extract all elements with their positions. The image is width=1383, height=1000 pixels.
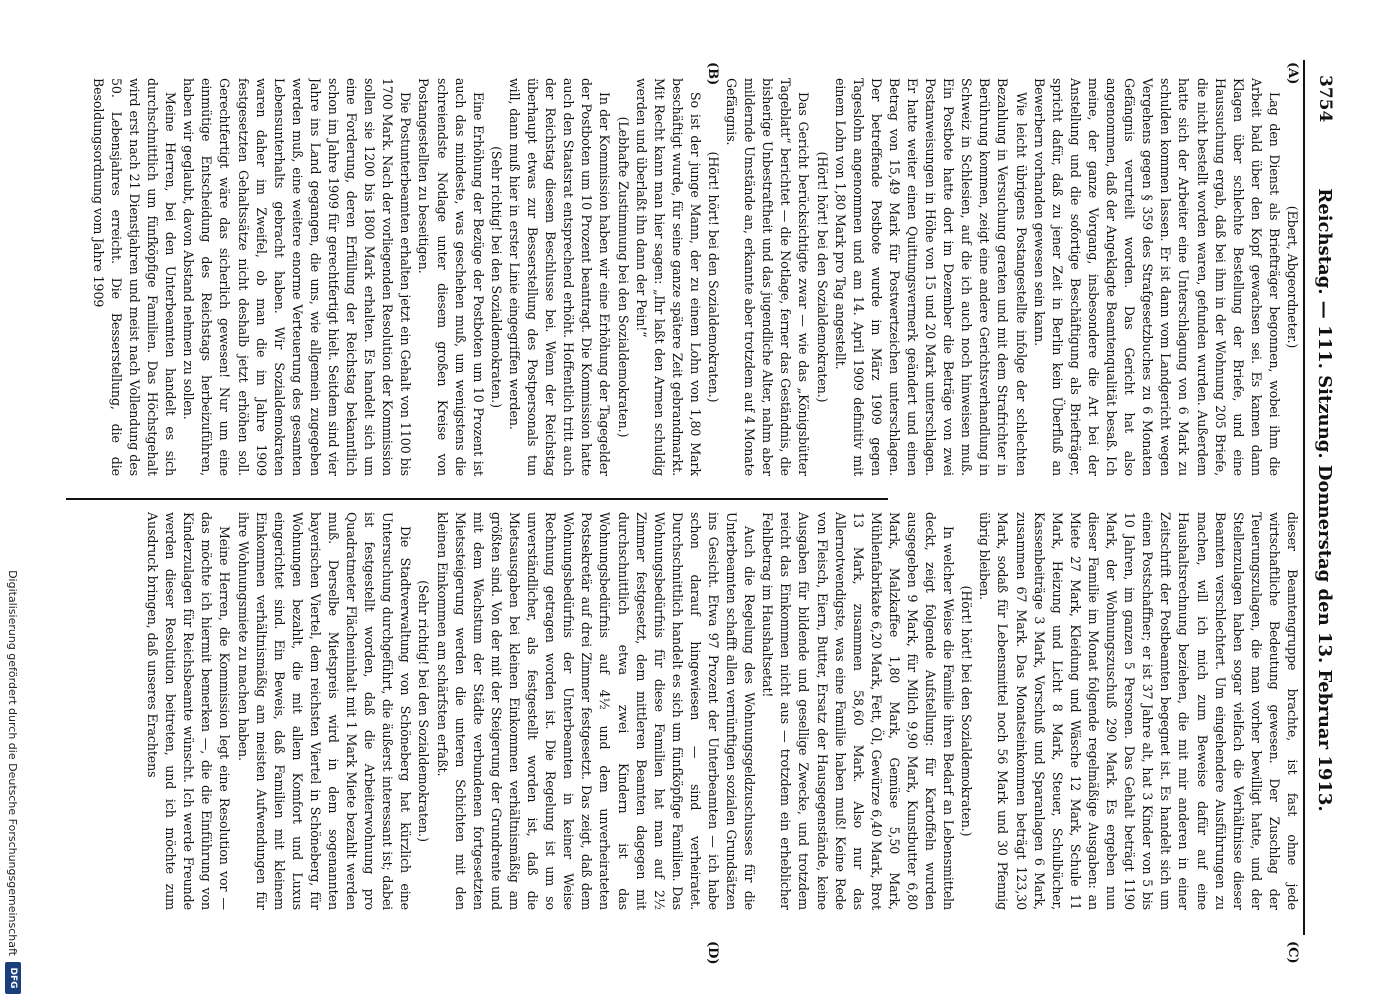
paragraph: dieser Beamtengruppe brachte, ist fast ohne jede wirtschaftliche Bedeutung gewesen. Der Zuschlag der Teuerungszulagen, die man vorher bewilligt hatte, und der Stellenzulagen haben sogar vielfach die Verhältnisse dieser Beamten verschlechtert. Um eingehendere Ausführungen zu machen, will ich mich zum Beweise dafür auf eine Haushaltsrechnung beziehen, die mit mir anderen in einer Zeitschrift der Postbeamten begegnet ist. Es handelt sich um einen Postschaffner; er ist 37 Jahre alt, hat 3 Kinder von 5 bis 10 Jahren, im ganzen 5 Personen. Das Gehalt beträgt 1190 Mark, der Wohnungszuschuß 290 Mark. Es ergeben nun dieser Familie im Monat folgende regelmäßige Ausgaben: an Miete 27 Mark, Kleidung und Wäsche 12 Mark, Schule 11 Mark, Heizung und Licht 8 Mark, Steuer, Schulbücher, Kassenbeiträge 3 Mark, Vorschuß und Sparanlagen 6 Mark, zusammen 67 Mark. Das Monatseinkommen beträgt 123,30 Mark, sodaß für Lebensmittel noch 56 Mark und 30 Pfennig übrig bleiben. [977,512,1300,910]
paragraph: Das Gericht berücksichtigte zwar — wie das „Königsbütter Tageblatt“ berichtet — die Notlage, ferner das Geständnis, die bisherige Unbestraftheit und das jugendliche Alter, nahm aber mildernde Umstände an, erkannte aber trotzdem auf 4 Monate Gefängnis. [724,78,812,476]
paragraph: Auch die Regelung des Wohnungsgeldzuschusses für die Unterbeamten schafft allen vernünftigen sozialen Grundsätzen ins Gesicht. Etwa 97 Prozent der Unterbeamten — ich habe schon darauf hingewiesen — sind verheiratet. Durchschnittlich handelt es sich um fünfköpfige Familien. Das Wohnungsbedürfnis für diese Familien hat man auf 2½ Zimmer festgesetzt, dem mittleren Beamten dagegen mit durchschnittlich etwa zwei Kindern ist das Wohnungsbedürfnis auf 4½ und dem unverheirateten Postsekretär auf drei Zimmer festgesetzt. Das zeigt, daß dem Wohnungsbedürfnis der Unterbeamten in keiner Weise Rechnung getragen worden ist. Die Regelung ist um so unverständlicher, als festgestellt worden ist, daß die Mietsausgaben bei kleinen Einkommen verhältnismäßig am größten sind. Von der mit der Steigerung der Grundrente und mit dem Wachstum der Städte verbundenen fortgesetzten Mietssteigerung werden die unteren Schichten mit den kleinen Einkommen am schärfsten erfaßt. [434,512,758,910]
paragraph: Wie leicht übrigens Postangestellte infolge der schlechten Bezahlung in Versuchung geraten und mit dem Strafrichter in Berührung kommen, zeigt eine andere Gerichtsverhandlung in Schweiz in Schlesien, auf die ich auch noch hinweisen muß. Ein Postbote hatte dort im Dezember die Beträge von zwei Postanweisungen in Höhe von 15 und 20 Mark unterschlagen. Er hatte weiter einen Quittungsvermerk geändert und einen Betrag von 15,49 Mark für Postwertzeichen unterschlagen. Der betreffende Postbote wurde im März 1909 gegen Tageslohn angenommen und am 14. April 1909 definitiv mit einem Lohn von 1,80 Mark pro Tag angestellt. [832,78,1029,476]
paragraph: In welcher Weise die Familie ihren Bedarf an Lebensmitteln deckt, zeigt folgende Aufstellung: für Kartoffeln wurden ausgegeben 9 Mark, für Milch 9,90 Mark, Kunstbutter 6,80 Mark, Malzkaffee 1,80 Mark, Gemüse 5,50 Mark, Mühlenfabrikate 6,20 Mark, Fett, Öl, Gewürze 6,40 Mark, Brot 13 Mark, zusammen 58,60 Mark. Also nur das Allernotwendigste, was eine Familie haben muß! Keine Rede von Fleisch, Eiern, Butter, Ersatz der Hausgegenstände, keine Ausgaben für bildende und gesellige Zwecke, und trotzdem reicht das Einkommen nicht aus — trotzdem ein erheblicher Fehlbetrag im Haushaltsetat! [760,512,957,910]
interjection: (Hört! hört! bei den Sozialdemokraten.) [959,585,975,837]
paragraph: Meine Herren, die Kommission legt eine Resolution vor — das möchte ich hiermit bemerken —, die die Einführung von Kinderzulagen für Reichsbeamte wünscht. Ich werde Freunde werden dieser Resolution beitreten, und ich möchte zum Ausdruck bringen, daß unseres Erachtens [145,512,233,910]
funding-credit: Digitalisierung gefördert durch die Deutsche Forschungsgemeinschaft [6,570,19,956]
paragraph: In der Kommission haben wir eine Erhöhung der Tagegelder der Postboten um 10 Prozent beantragt. Die Kommission hatte auch den Staatsrat entsprechend erhöht. Hoffentlich tritt auch der Reichstag diesem Beschlusse bei. Wenn der Reichstag überhaupt etwas zur Besserstellung des Postpersonals tun will, dann muß hier in erster Linie eingegriffen werden. [506,78,613,476]
interjection: (Hört! hört! bei den Sozialdemokraten.) [706,151,721,403]
margin-marker-d: (D) [705,941,720,965]
interjection: (Sehr richtig! bei den Sozialdemokraten.) [416,580,432,842]
running-title: Reichstag. — 111. Sitzung. Donnerstag den 13. Februar 1913. [1314,188,1335,812]
right-column [56,512,1301,910]
paragraph: Meine Herren, bei den Unterbeamten handelt es sich durchschnittlich um fünfköpfige Familien. Das Höchstgehalt wird erst nach 21 Dienstjahren und meist nach Vollendung des 50. Lebensjahres erreicht. Die Besserstellung, die die Besoldungsordnung vom Jahre 1909 [90,78,179,476]
speaker-line: (Ebert, Abgeordneter.) [1285,205,1300,349]
left-column [56,78,1301,476]
footer [0,0,25,1000]
interjection: (Sehr richtig! bei den Sozialdemokraten.) [488,146,504,408]
page-number: 3754 [1315,75,1335,123]
header-rule [1303,60,1305,935]
interjection: (Hört! hört! bei den Sozialdemokraten.) [814,151,830,403]
column-divider [66,498,888,501]
margin-marker-c: (C) [1285,941,1300,964]
dfg-logo: DFG [5,962,21,994]
margin-marker-b: (B) [705,62,720,86]
paragraph: Eine Erhöhung der Bezüge der Postboten um 10 Prozent ist auch das mindeste, was geschehen muß, um wenigstens die schreiendste Notlage unter diesem großen Kreise von Postangestellten zu beseitigen. [416,78,486,476]
paragraph: Lag den Dienst als Briefträger begonnen, wobei ihm die Arbeit bald über den Kopf gewachsen sei. Es kamen dann Klagen über schlechte Bestellung der Briefe, und eine Haussuchung ergab, daß bei ihm in der Wohnung 205 Briefe, die nicht bestellt worden waren, gefunden wurden. Außerdem hatte sich der Arbeiter eine Unterschlagung von 6 Mark zu schulden kommen lassen. Er ist dann vom Landgericht wegen Vergehens gegen § 359 des Strafgesetzbuches zu 6 Monaten Gefängnis verurteilt worden. Das Gericht hat also angenommen, daß der Angeklagte Beamtenqualität besaß. Ich meine, der ganze Vorgang, insbesondere die Art bei der Anstellung und die sofortige Beschäftigung als Briefträger, spricht dafür, daß zu jener Zeit in Berlin kein Überfluß an Bewerbern vorhanden gewesen sein kann. [1031,78,1282,476]
paragraph: Die Stadtverwaltung von Schöneberg hat kürzlich eine Untersuchung durchgeführt, die äußerst interessant ist; dabei ist festgestellt worden, daß die Arbeiterwohnung pro Quadratmeter Flächeninhalt mit 1 Mark Miete bezahlt werden muß. Derselbe Mietspreis wird in dem sogenannten bayerischen Viertel, dem reichsten Viertel in Schöneberg, für Wohnungen bezahlt, die mit allem Komfort und Luxus eingerichtet sind. Ein Beweis, daß Familien mit kleinem Einkommen verhältnismäßig am meisten Aufwendungen für ihre Wohnungsmiete zu machen haben. [235,512,414,910]
paragraph: So ist der junge Mann, der zu einem Lohn von 1,80 Mark beschäftigt wurde, für seine ganze spätere Zeit gebrandmarkt. Mit Recht kann man hier sagen: „Ihr laßt den Armen schuldig werden und überlaßt ihn dann der Pein!“ [633,78,703,476]
margin-marker-a: (A) [1285,62,1300,85]
paragraph: Die Postunterbeamten erhalten jetzt ein Gehalt von 1100 bis 1700 Mark. Nach der vorliegenden Resolution der Kommission sollen sie 1200 bis 1800 Mark erhalten. Es handelt sich um eine Forderung, deren Erfüllung der Reichstag bekanntlich schon im Jahre 1909 für gerechtfertigt hielt. Seitdem sind vier Jahre ins Land gegangen, die uns, wie allgemein zugegeben werden muß, eine weitere enorme Verteuerung des gesamten Lebensunterhalts gebracht haben. Wir Sozialdemokraten waren daher im Zweifel, ob man die im Jahre 1909 festgesetzten Gehaltssätze nicht deshalb jetzt erhöhen soll. Gerechtfertigt wäre das sicherlich gewesen! Nur um eine einmütige Entscheidung des Reichstags herbeizuführen, haben wir geglaubt, davon Abstand nehmen zu sollen. [181,78,414,476]
interjection: (Lebhafte Zustimmung bei den Sozialdemokraten.) [615,116,631,438]
